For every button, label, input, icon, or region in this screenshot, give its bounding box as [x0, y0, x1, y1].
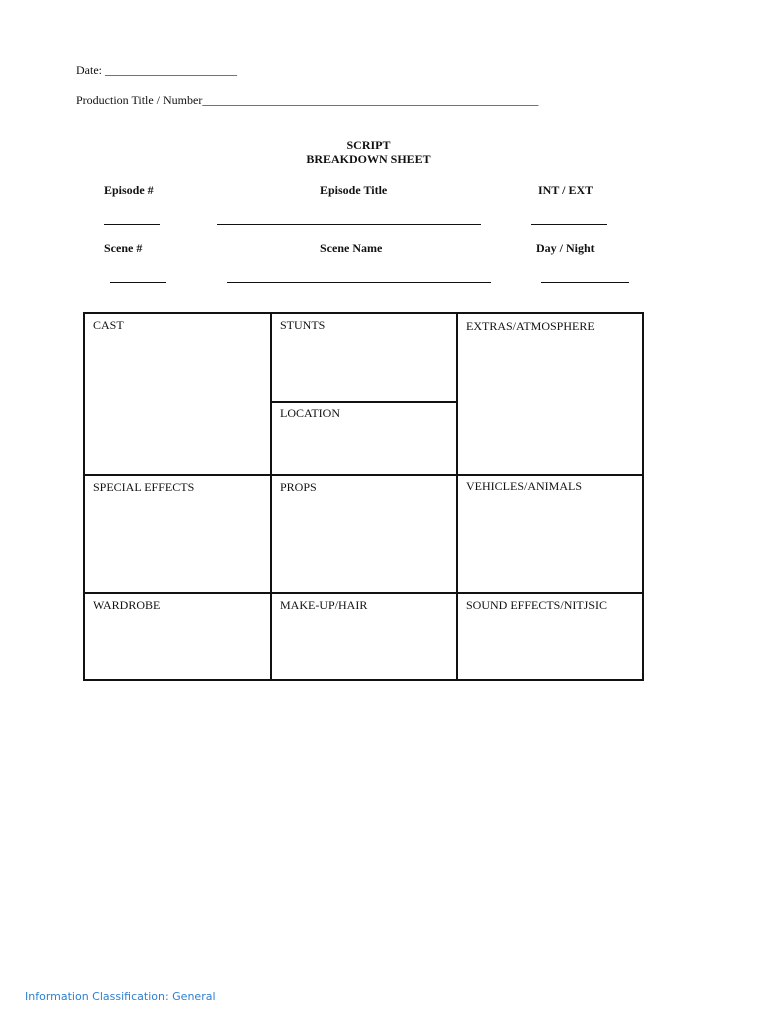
extras-atmosphere-label: EXTRAS/ATMOSPHERE: [466, 319, 595, 333]
special-effects-cell[interactable]: [85, 476, 270, 592]
information-classification: Information Classification: General: [25, 990, 216, 1003]
sound-effects-music-cell[interactable]: [458, 594, 642, 679]
sheet-title-line1: SCRIPT: [346, 138, 391, 152]
stunts-cell[interactable]: [272, 314, 456, 401]
props-cell[interactable]: [272, 476, 456, 592]
makeup-hair-cell[interactable]: [272, 594, 456, 679]
special-effects-label: SPECIAL EFFECTS: [93, 480, 195, 494]
date-line: Date: ______________________: [76, 63, 237, 77]
props-label: PROPS: [280, 480, 317, 494]
location-label: LOCATION: [280, 406, 340, 420]
int-ext-blank[interactable]: [531, 224, 607, 225]
sound-effects-music-label: SOUND EFFECTS/NITJSIC: [466, 598, 608, 612]
wardrobe-cell[interactable]: [85, 594, 270, 679]
scene-number-blank[interactable]: [110, 282, 166, 283]
breakdown-grid: [83, 312, 644, 681]
scene-number-label: Scene #: [104, 241, 143, 255]
episode-number-label: Episode #: [104, 183, 154, 197]
scene-name-blank[interactable]: [227, 282, 491, 283]
wardrobe-label: WARDROBE: [93, 598, 161, 612]
production-title-line: Production Title / Number________________________________________________________: [76, 93, 539, 107]
makeup-hair-label: MAKE-UP/HAIR: [280, 598, 368, 612]
day-night-label: Day / Night: [536, 241, 595, 255]
stunts-label: STUNTS: [280, 318, 326, 332]
int-ext-label: INT / EXT: [538, 183, 594, 197]
episode-number-blank[interactable]: [104, 224, 160, 225]
sheet-title-line2: BREAKDOWN SHEET: [306, 152, 431, 166]
cast-label: CAST: [93, 318, 124, 332]
scene-name-label: Scene Name: [320, 241, 383, 255]
episode-title-blank[interactable]: [217, 224, 481, 225]
cast-cell[interactable]: [85, 314, 270, 474]
vehicles-animals-label: VEHICLES/ANIMALS: [466, 479, 582, 493]
vehicles-animals-cell[interactable]: [458, 475, 642, 592]
location-cell[interactable]: [272, 402, 456, 474]
day-night-blank[interactable]: [541, 282, 629, 283]
extras-atmosphere-cell[interactable]: [458, 315, 642, 474]
episode-title-label: Episode Title: [320, 183, 388, 197]
